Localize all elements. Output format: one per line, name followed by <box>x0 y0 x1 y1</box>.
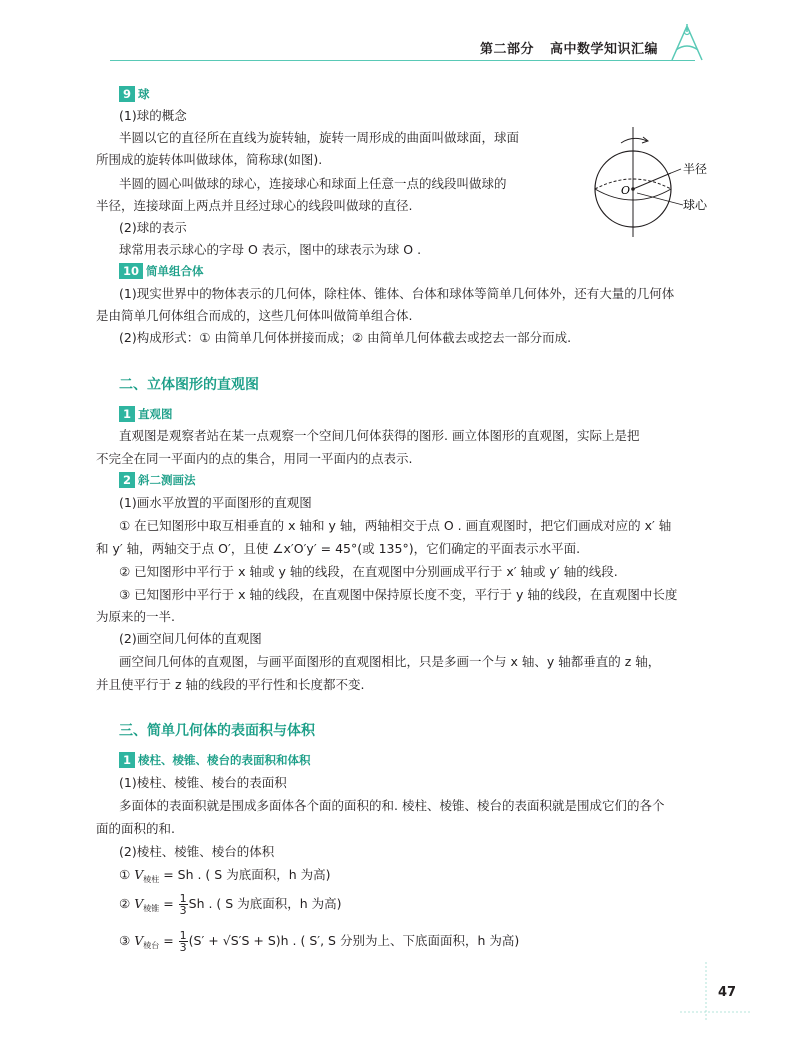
formula-prism <box>119 866 330 889</box>
s2-s1-2: ② 已知图形中平行于 x 轴或 y 轴的线段，在直观图中分别画成平行于 x′ 轴或 y′ 轴的线段. <box>119 564 618 579</box>
s2-s1-1b: 和 y′ 轴，两轴交于点 O′，且使 ∠x′O′y′ = 45°(或 135°)，它们确定的平面表示水平面. <box>96 541 581 556</box>
s2-s1-1a: ① 在已知图形中取互相垂直的 x 轴和 y 轴，两轴相交于点 O . 画直观图时，把它们画成对应的 x′ 轴 <box>119 518 672 533</box>
s3-a-title: (1)棱柱、棱锥、棱台的表面积 <box>119 775 287 790</box>
combo-p1b: 是由简单几何体组合而成的，这些几何体叫做简单组合体. <box>96 308 413 323</box>
sphere-repr-title: (2)球的表示 <box>119 220 187 235</box>
fraction <box>179 893 188 916</box>
running-header <box>480 38 658 57</box>
tag-number: 1 <box>119 752 135 768</box>
tag-sphere <box>119 86 150 102</box>
sphere-figure <box>585 125 715 245</box>
combo-p1a: (1)现实世界中的物体表示的几何体，除柱体、锥体、台体和球体等简单几何体外，还有大量的几何体 <box>119 286 675 301</box>
s2-p1a: 直观图是观察者站在某一点观察一个空间几何体获得的图形. 画立体图形的直观图，实际上是把 <box>119 428 640 443</box>
sphere-p1a: 半圆以它的直径所在直线为旋转轴，旋转一周形成的曲面叫做球面，球面 <box>119 130 520 145</box>
tag-label: 简单组合体 <box>146 264 204 278</box>
formula-eq: = <box>159 933 178 948</box>
formula-pyramid <box>119 893 341 918</box>
formula-sub: 棱台 <box>143 941 160 950</box>
tag-combo <box>119 263 204 279</box>
fraction <box>179 930 188 953</box>
s2-s1-3b: 为原来的一半. <box>96 609 175 624</box>
formula-v: V <box>134 896 144 911</box>
compass-icon <box>664 22 710 62</box>
formula-sub: 棱柱 <box>143 875 160 884</box>
sphere-p1b: 所围成的旋转体叫做球体，简称球(如图). <box>96 152 323 167</box>
radius-label: 半径 <box>683 162 708 176</box>
s2-s2-a: 画空间几何体的直观图，与画平面图形的直观图相比，只是多画一个与 x 轴、y 轴都垂直的 z 轴， <box>119 654 661 669</box>
formula-rest: (S′ + √S′S + S)h . ( S′, S 分别为上、下底面面积，h 为高) <box>188 933 520 948</box>
header-rule <box>110 60 695 61</box>
formula-sub: 棱锥 <box>143 904 160 913</box>
tag-number: 1 <box>119 406 135 422</box>
sphere-repr-text: 球常用表示球心的字母 O 表示，图中的球表示为球 O . <box>119 242 422 257</box>
s2-s2-title: (2)画空间几何体的直观图 <box>119 631 262 646</box>
s2-s2-b: 并且使平行于 z 轴的线段的平行性和长度都不变. <box>96 677 365 692</box>
tag-intuitive <box>119 406 173 422</box>
formula-index: ② <box>119 896 131 911</box>
center-label-o: O <box>621 184 631 197</box>
s3-a-p2: 面的面积的和. <box>96 821 175 836</box>
formula-v: V <box>134 867 144 882</box>
tag-label: 球 <box>138 87 150 101</box>
s2-s1-3a: ③ 已知图形中平行于 x 轴的线段，在直观图中保持原长度不变，平行于 y 轴的线段，在直观图中长度 <box>119 587 678 602</box>
formula-eq: = <box>159 896 178 911</box>
formula-index: ③ <box>119 933 131 948</box>
fraction-numerator: 1 <box>179 929 187 942</box>
tag-prism <box>119 752 311 768</box>
tag-number: 2 <box>119 472 135 488</box>
tag-oblique <box>119 472 196 488</box>
section-2-title: 二、立体图形的直观图 <box>119 377 259 393</box>
formula-v: V <box>134 933 144 948</box>
center-label: 球心 <box>683 198 708 212</box>
sphere-p2b: 半径，连接球面上两点并且经过球心的线段叫做球的直径. <box>96 198 413 213</box>
formula-index: ① <box>119 867 131 882</box>
page-number: 47 <box>718 985 737 1000</box>
section-3-title: 三、简单几何体的表面积与体积 <box>119 723 315 739</box>
tag-label: 棱柱、棱锥、棱台的表面积和体积 <box>138 753 311 767</box>
fraction-denominator: 3 <box>179 941 187 954</box>
combo-p2: (2)构成形式：① 由简单几何体拼接而成；② 由简单几何体截去或挖去一部分而成. <box>119 330 572 345</box>
s2-p1b: 不完全在同一平面内的点的集合，用同一平面内的点表示. <box>96 451 413 466</box>
s3-b-title: (2)棱柱、棱锥、棱台的体积 <box>119 844 275 859</box>
s3-a-p1: 多面体的表面积就是围成多面体各个面的面积的和. 棱柱、棱锥、棱台的表面积就是围成它们的各个 <box>119 798 665 813</box>
header-title: 高中数学知识汇编 <box>550 42 659 57</box>
formula-frustum <box>119 930 519 955</box>
sphere-concept-title: (1)球的概念 <box>119 108 187 123</box>
header-part: 第二部分 <box>480 42 535 57</box>
tag-number: 9 <box>119 86 135 102</box>
s2-s1-title: (1)画水平放置的平面图形的直观图 <box>119 495 312 510</box>
formula-rest: = Sh . ( S 为底面积，h 为高) <box>159 867 331 882</box>
tag-label: 直观图 <box>138 407 173 421</box>
tag-label: 斜二测画法 <box>138 473 196 487</box>
fraction-denominator: 3 <box>179 904 187 917</box>
formula-rest: Sh . ( S 为底面积，h 为高) <box>188 896 342 911</box>
fraction-numerator: 1 <box>179 892 187 905</box>
tag-number: 10 <box>119 263 143 279</box>
sphere-p2a: 半圆的圆心叫做球的球心，连接球心和球面上任意一点的线段叫做球的 <box>119 176 507 191</box>
